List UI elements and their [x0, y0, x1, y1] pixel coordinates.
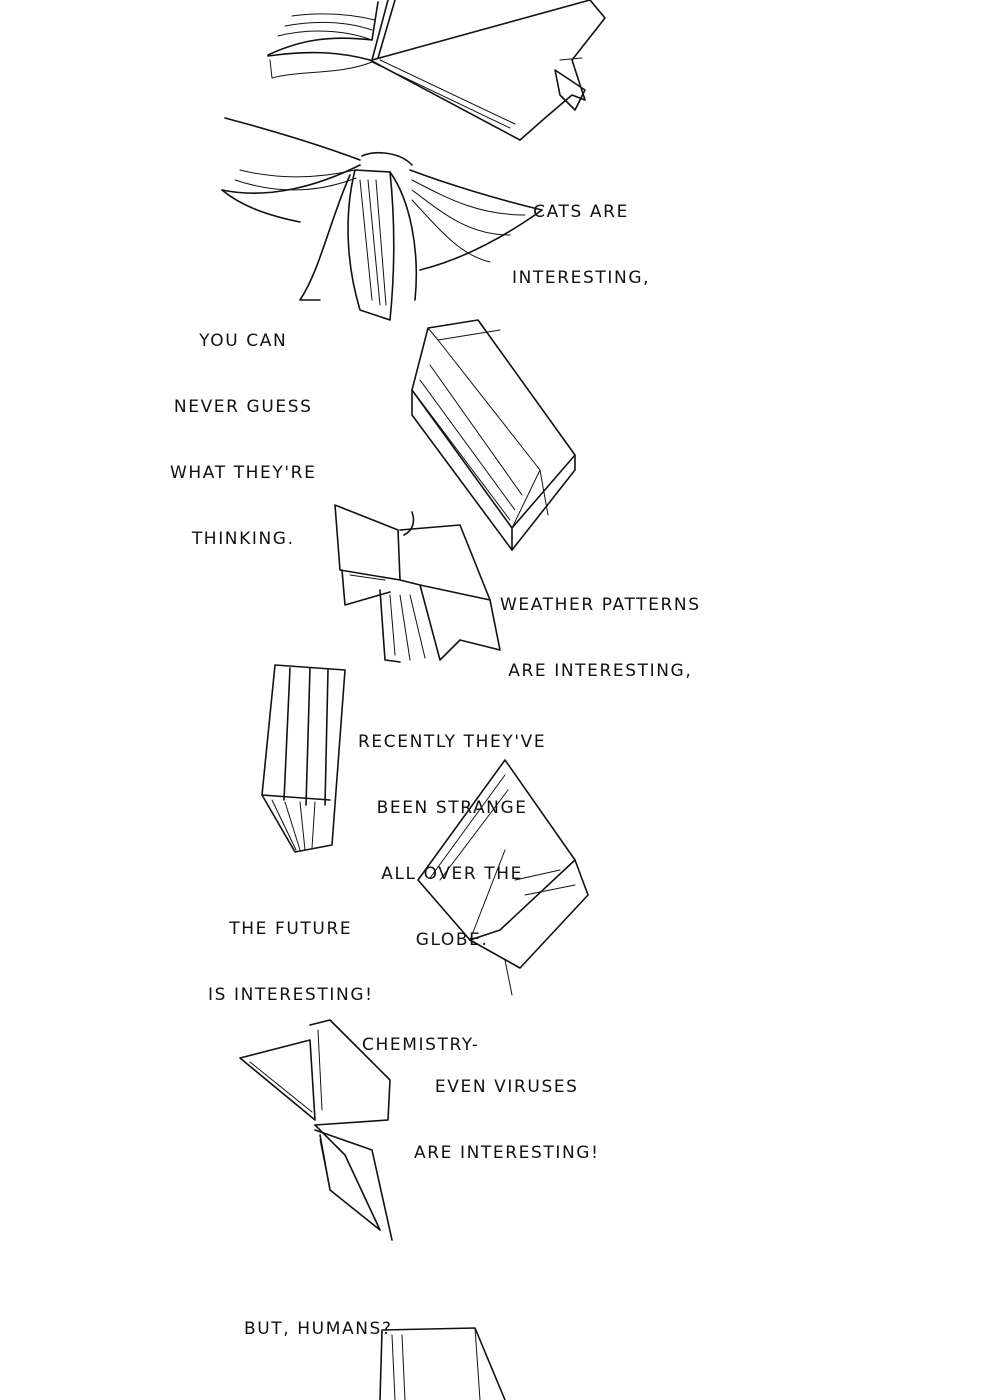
- caption-line: ARE INTERESTING!: [414, 1143, 600, 1163]
- caption-line: RECENTLY THEY'VE: [358, 732, 547, 752]
- caption-humans: [244, 1274, 393, 1384]
- caption-guess: [170, 286, 316, 594]
- caption-cats: [512, 157, 650, 333]
- caption-line: ALL OVER THE: [381, 864, 523, 884]
- caption-line: CATS ARE: [533, 202, 629, 222]
- closed-book-icon: [412, 320, 575, 550]
- book-bottom-icon: [380, 1328, 505, 1400]
- caption-line: INTERESTING,: [512, 268, 651, 288]
- caption-line: THE FUTURE: [229, 919, 353, 939]
- caption-future: [208, 874, 374, 1050]
- caption-line: THINKING.: [191, 529, 295, 549]
- caption-line: NEVER GUESS: [173, 397, 313, 417]
- caption-line: BEEN STRANGE: [376, 798, 528, 818]
- caption-line: CHEMISTRY-: [362, 1035, 480, 1055]
- caption-line: IS INTERESTING!: [208, 985, 374, 1005]
- caption-line: WHAT THEY'RE: [170, 463, 317, 483]
- caption-strange: [358, 687, 546, 995]
- open-book-top-icon: [268, 0, 605, 140]
- caption-line: BUT, HUMANS?: [244, 1319, 393, 1339]
- caption-line: GLOBE.: [415, 930, 489, 950]
- caption-line: ARE INTERESTING,: [508, 661, 693, 681]
- book-spine-icon: [262, 665, 345, 852]
- caption-line: YOU CAN: [199, 331, 288, 351]
- open-book-bookmark-icon: [335, 505, 500, 662]
- caption-viruses: [414, 1032, 600, 1208]
- caption-line: EVEN VIRUSES: [434, 1077, 579, 1097]
- caption-line: WEATHER PATTERNS: [500, 595, 701, 615]
